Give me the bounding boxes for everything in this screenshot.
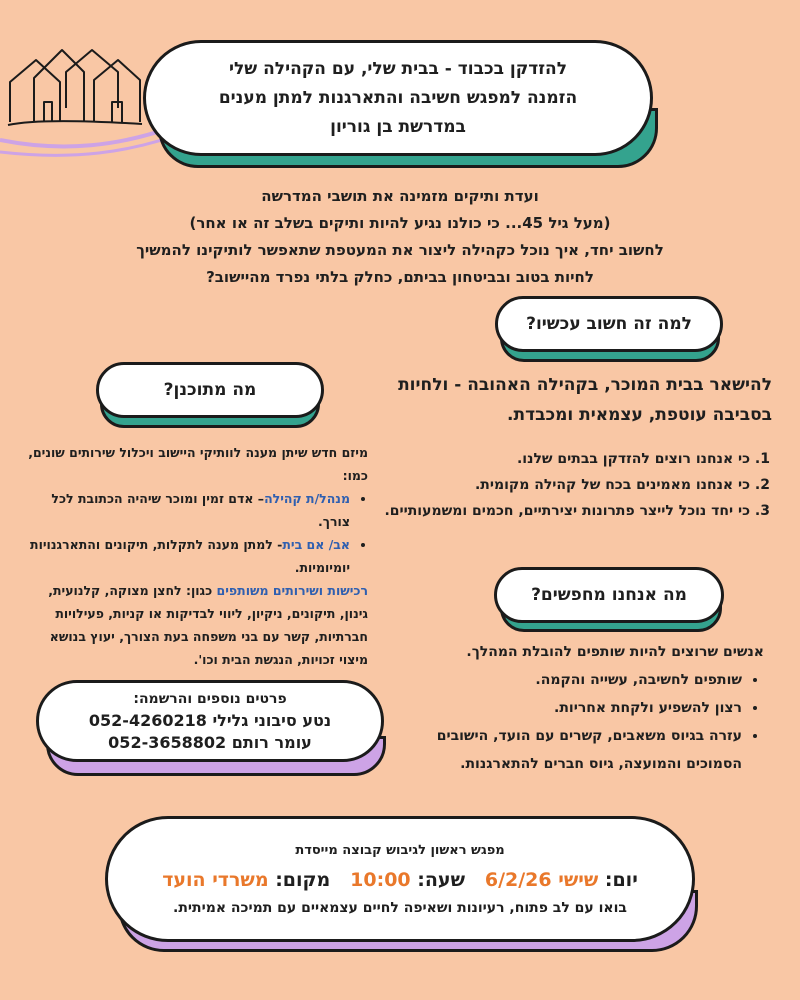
meeting-day-label: יום:	[604, 869, 638, 891]
title-line-3: במדרשת בן גוריון	[330, 116, 466, 137]
why-list-item: 1. כי אנחנו רוצים להזדקן בבתים שלנו.	[516, 451, 770, 467]
looking-body	[379, 638, 764, 778]
title-line-1: להזדקן בכבוד - בבית שלי, עם הקהילה שלי	[229, 58, 567, 79]
looking-list	[379, 666, 764, 778]
looking-heading: מה אנחנו מחפשים?	[531, 585, 687, 605]
looking-list-item: • רצון להשפיע ולקחת אחריות.	[379, 694, 742, 722]
plan-heading: מה מתוכנן?	[163, 380, 257, 400]
plan-item-text: - למתן מענה לתקלות, תיקונים והתארגנויות יומיומיות.	[30, 537, 350, 575]
why-heading: למה זה חשוב עכשיו?	[526, 314, 692, 334]
plan-shared-text: כגון: לחצן מצוקה, קלנועית, גינון, תיקונים, ניקיון, ליווי לבדיקות או קניות, פעילויות חברתיות, קשר עם בני משפחה בעת הצורך, יעוץ בנושא מיצוי זכויות, הנגשת הבית וכו'.	[48, 583, 368, 667]
intro-paragraph	[80, 183, 720, 291]
contact-line-2: עומר רותם 052-3658802	[108, 733, 312, 752]
contact-box	[36, 680, 384, 762]
meeting-details	[162, 865, 638, 895]
meeting-box	[105, 816, 695, 942]
plan-list	[23, 487, 368, 579]
looking-lead: אנשים שרוצים להיות שותפים להובלת המהלך.	[466, 644, 764, 660]
meeting-place-label: מקום:	[275, 869, 331, 891]
why-lead-text: להישאר בבית המוכר, בקהילה האהובה - ולחיות בסביבה עוטפת, עצמאית ומכבדת.	[398, 375, 772, 425]
intro-line-1: ועדת ותיקים מזמינה את תושבי המדרשה	[261, 187, 539, 205]
plan-body	[23, 441, 368, 671]
plan-item-label: מנהל/ת קהילה	[264, 491, 350, 506]
plan-heading-box	[96, 362, 324, 418]
plan-list-item	[23, 487, 350, 533]
meeting-day-value: שישי 6/2/26	[484, 869, 599, 891]
intro-line-3: לחשוב יחד, איך נוכל כקהילה ליצור את המעטפת שתאפשר לותיקינו להמשיך	[136, 241, 664, 259]
intro-line-2: (מעל גיל 45... כי כולנו נגיע להיות ותיקים בשלב זה או אחר)	[189, 214, 611, 232]
plan-intro: מיזם חדש שיתן מענה לוותיקי היישוב ויכלול שירותים שונים, כמו:	[28, 445, 368, 483]
contact-heading: פרטים נוספים והרשמה:	[133, 691, 287, 707]
why-heading-box	[495, 296, 723, 352]
meeting-cta: בואו עם לב פתוח, רעיונות ושאיפה לחיים עצמאיים עם תמיכה אמיתית.	[173, 900, 627, 916]
plan-shared-label: רכישות ושירותים משותפים	[216, 583, 368, 598]
contact-line-1: נטע סיבוני גלילי 052-4260218	[88, 711, 332, 730]
plan-item-label: אב/ אם בית	[282, 537, 350, 552]
why-list-item: 3. כי יחד נוכל לייצר פתרונות יצירתיים, חכמים ומשמעותיים.	[384, 503, 770, 519]
meeting-place-value: משרדי הועד	[162, 869, 269, 891]
why-list	[380, 446, 770, 524]
meeting-time-value: 10:00	[350, 869, 411, 891]
title-line-2: הזמנה למפגש חשיבה והתארגנות למתן מענים	[218, 87, 578, 108]
looking-list-item: • שותפים לחשיבה, עשייה והקמה.	[379, 666, 742, 694]
looking-list-item: • עזרה בגיוס משאבים, קשרים עם הועד, הישובים הסמוכים והמועצה, גיוס חברים להתארגנות.	[379, 722, 742, 778]
intro-line-4: לחיות בטוב ובביטחון בביתם, כחלק בלתי נפרד מהיישוב?	[206, 268, 594, 286]
looking-heading-box	[494, 567, 724, 623]
meeting-heading: מפגש ראשון לגיבוש קבוצה מייסדת	[295, 843, 505, 858]
meeting-time-label: שעה:	[417, 869, 465, 891]
plan-shared-services	[23, 579, 368, 671]
plan-list-item	[23, 533, 350, 579]
title-box	[143, 40, 653, 156]
why-list-item: 2. כי אנחנו מאמינים בכח של קהילה מקומית.	[474, 477, 770, 493]
plan-item-text: – אדם זמין ומוכר שיהיה הכתובת לכל צורך.	[51, 491, 350, 529]
